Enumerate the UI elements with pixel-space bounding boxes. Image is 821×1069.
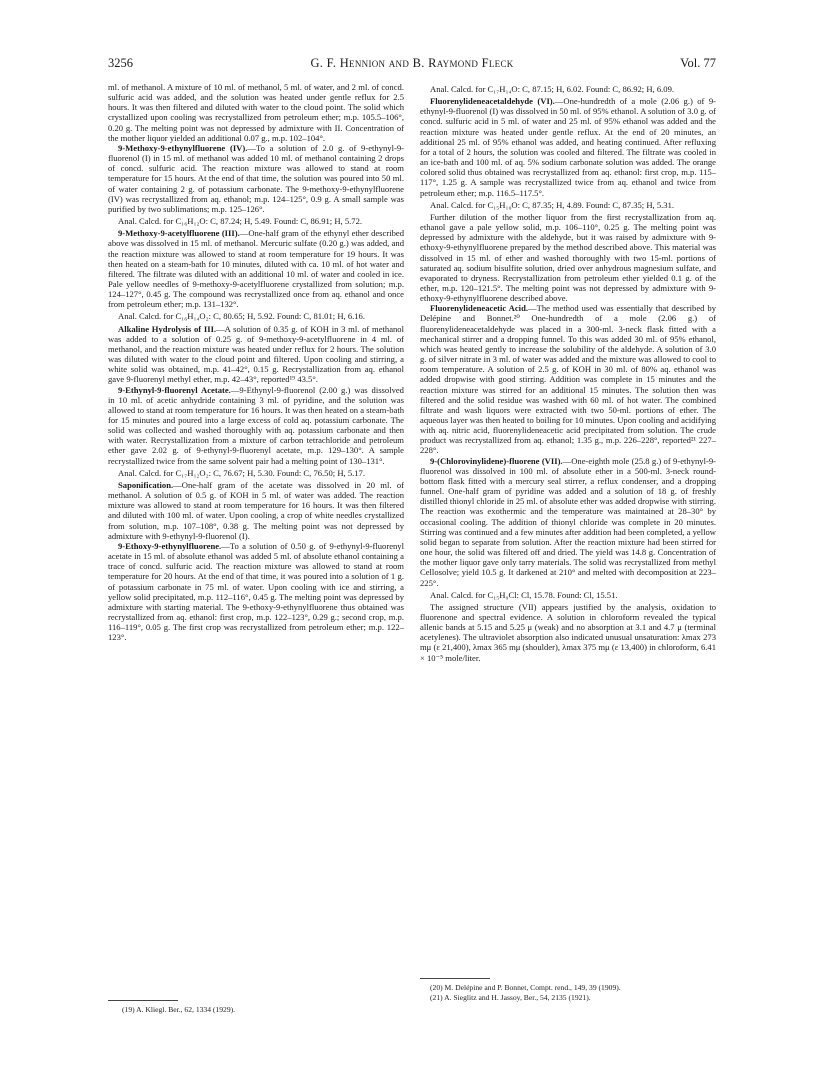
footnote: (20) M. Delépine and P. Bonnet, Compt. rend., 149, 39 (1909). (430, 983, 621, 992)
page-number: 3256 (108, 56, 133, 70)
footnote-rule-left (108, 1000, 178, 1001)
paragraph-text: —A solution of 0.35 g. of KOH in 3 ml. of methanol was added to a solution of 0.25 g. of 9-methoxy-9-acetylfluorene in 4 ml. of methanol, and the reaction mixture was heated under reflux for 2 hours. The solution was diluted with water to the cloud point and filtered. Upon cooling and stirring, a white solid was obtained, m.p. 41–42°, 0.15 g. Recrystallization from aq. ethanol gave 9-fluorenyl methyl ether, m.p. 42–43°, reported¹⁹ 43.5°. (108, 323, 404, 385)
paragraph-text: —One-hundredth of a mole (2.06 g.) of 9-ethynyl-9-fluorenol (I) was dissolved in 50 ml. of 95% ethanol. A solution of 3.0 g. of concd. sulfuric acid in 5 ml. of water and 25 ml. of 95% ethanol was added and the reaction mixture was heated under gentle reflux. At the end of 20 minutes, an additional 25 ml. of 95% ethanol was added, and heating continued. After refluxing for a total of 2 hours, the solution was cooled and filtered. The filtrate was cooled in an ice-bath and 100 ml. of aq. 5% sodium carbonate solution was added. The orange colored solid thus obtained was recrystallized from aq. ethanol: first crop, m.p. 115–117°, 1.25 g. A sample was recrystallized twice from aq. ethanol and twice from petroleum ether; m.p. 116.5–117.5°. (420, 96, 716, 198)
paragraph-text: —One-half gram of the acetate was dissolved in 20 ml. of methanol. A solution of 0.5 g. of KOH in 5 ml. of water was added. The reaction mixture was allowed to stand at room temperature for 16 hours. It was then filtered and diluted with 100 ml. of water. Upon cooling, a crop of white needles crystallized from solution, m.p. 107–108°, 0.38 g. The melting point was not depressed by admixture with 9-ethynyl-9-fluorenol (I). (108, 479, 404, 541)
paragraph-text: —One-half gram of the ethynyl ether described above was dissolved in 15 ml. of methanol. Mercuric sulfate (0.20 g.) was added, and the reaction mixture was allowed to stand at room temperature for 19 hours. It was then heated on a steam-bath for 10 minutes, diluted with ca. 10 ml. of hot water and filtered. The filtrate was diluted with an additional 10 ml. of water and cooled in ice. Pale yellow needles of 9-methoxy-9-acetylfluorene crystallized from solution; m.p. 124–127°, 0.45 g. The compound was recrystallized once from aq. ethanol and once from petroleum ether; m.p. 131–132°. (108, 228, 404, 310)
paragraph (420, 212, 716, 303)
footnotes-right (430, 983, 718, 1002)
left-column (108, 82, 404, 642)
section-heading: 9-Ethynyl-9-fluorenyl Acetate. (118, 384, 231, 395)
analysis-line (420, 200, 716, 210)
section-heading: Alkaline Hydrolysis of III. (118, 323, 217, 334)
paragraph (420, 96, 716, 198)
paragraph (420, 303, 716, 455)
paragraph-text: —9-Ethynyl-9-fluorenol (2.00 g.) was dissolved in 10 ml. of acetic anhydride containing 3 ml. of pyridine, and the solution was allowed to stand at room temperature for 16 hours. It was then heated on a steam-bath for 15 minutes and poured into a large excess of cold aq. potassium carbonate. The solid was collected and washed thoroughly with aq. potassium carbonate and then with water. Recrystallization from a mixture of carbon tetrachloride and petroleum ether gave 2.02 g. of 9-ethynyl-9-fluorenyl acetate, m.p. 129–130°. A sample recrystallized twice from the same solvent pair had a melting point of 130–131°. (108, 384, 404, 466)
paragraph (420, 602, 716, 663)
paragraph-text: Anal. Calcd. for C₁₇H₁₂O₂: C, 76.67; H, 5.30. Found: C, 76.50; H, 5.17. (118, 467, 366, 478)
right-column (420, 82, 716, 663)
analysis-line (108, 311, 404, 321)
section-heading: 9-Methoxy-9-ethynylfluorene (IV). (118, 142, 248, 153)
paragraph-text: Anal. Calcd. for C₁₅H₁₀O: C, 87.35; H, 4.89. Found: C, 87.35; H, 5.31. (430, 199, 675, 210)
footnote: (19) A. Kliegl. Ber., 62, 1334 (1929). (122, 1005, 236, 1014)
section-heading: 9-Methoxy-9-acetylfluorene (III). (118, 228, 240, 239)
paragraph-text: —To a solution of 2.0 g. of 9-ethynyl-9-fluorenol (I) in 15 ml. of methanol was added 10 ml. of methanol containing 2 drops of concd. sulfuric acid. The reaction mixture was allowed to stand at room temperature for 15 hours. At the end of that time, the solution was poured into 50 ml. of water containing 2 g. of potassium carbonate. The 9-methoxy-9-ethynylfluorene (IV) was recrystallized from aq. ethanol; m.p. 124–125°, 0.9 g. A small sample was purified by two sublimations; m.p. 125–126°. (108, 142, 404, 214)
paragraph (108, 385, 404, 466)
paragraph-continued (108, 82, 404, 143)
footnote-rule-right (420, 978, 490, 979)
paragraph (108, 541, 404, 643)
section-heading: 9-(Chlorovinylidene)-fluorene (VII). (430, 455, 563, 466)
paragraph (108, 143, 404, 214)
paragraph-text: Anal. Calcd. for C₁₆H₁₂O: C, 87.24; H, 5.49. Found: C, 86.91; H, 5.72. (118, 216, 363, 227)
analysis-line (420, 590, 716, 600)
running-head (108, 56, 716, 72)
volume-label: Vol. 77 (680, 56, 716, 70)
paragraph (108, 480, 404, 541)
paragraph-text: —One-eighth mole (25.8 g.) of 9-ethynyl-9-fluorenol was dissolved in 100 ml. of absolute ether in a 500-ml. 3-neck round-bottom flask fitted with a mercury seal stirrer, a reflux condenser, and a dropping funnel. One-half gram of pyridine was added and a solution of 18 g. of freshly distilled thionyl chloride in 25 ml. of absolute ether was added dropwise with stirring. The reaction was exothermic and the temperature was maintained at 28–30° by occasional cooling. The addition of thionyl chloride was complete in 20 minutes. Stirring was continued and a few minutes after addition had been completed, a yellow solid began to separate from solution. After the reaction mixture had been stirred for one hour, the solid was filtered off and dried. The yield was 14.8 g. Concentration of the mother liquor gave only tarry materials. The solid was recrystallized from methyl Cellosolve; yield 10.5 g. It darkened at 210° and melted with decomposition at 223–225°. (420, 455, 716, 588)
paragraph-text: Anal. Calcd. for C₁₇H₁₄O: C, 87.15; H, 6.02. Found: C, 86.92; H, 6.09. (430, 84, 675, 94)
analysis-line (108, 468, 404, 478)
paragraph (420, 456, 716, 588)
running-head-authors: G. F. Hennion and B. Raymond Fleck (310, 56, 514, 70)
section-heading: Saponification. (118, 479, 174, 490)
paragraph-text: The assigned structure (VII) appears justified by the analysis, oxidation to fluorenone and spectral evidence. A solution in chloroform revealed the typical allenic bands at 5.15 and 5.25 μ (weak) and no absorption at 3.1 and 4.7 μ (terminal acetylenes). The ultraviolet absorption also indicated unusual unsaturation: λmax 273 mμ (ε 21,400), λmax 365 mμ (shoulder), λmax 375 mμ (ε 13,400) in chloroform, 6.41 × 10⁻⁵ mole/liter. (420, 601, 716, 663)
paragraph (108, 228, 404, 309)
paragraph-text: Anal. Calcd. for C₁₆H₁₄O₂: C, 80.65; H, 5.92. Found: C, 81.01; H, 6.16. (118, 311, 366, 322)
section-heading: 9-Ethoxy-9-ethynylfluorene. (118, 540, 222, 551)
paragraph-text: ml. of methanol. A mixture of 10 ml. of methanol, 5 ml. of water, and 2 ml. of concd. sulfuric acid was added, and the solution was heated under gentle reflux for 2.5 hours. It was then filtered and diluted with water to the cloud point. The solid which crystallized upon cooling was recrystallized from petroleum ether; m.p. 105.5–106°, 0.20 g. The melting point was not depressed by admixture with II. Concentration of the mother liquor yielded an additional 0.07 g., m.p. 102–104°. (108, 82, 404, 143)
paragraph-text: —To a solution of 0.50 g. of 9-ethynyl-9-fluorenyl acetate in 15 ml. of absolute ethanol was added 5 ml. of absolute ethanol containing a trace of concd. sulfuric acid. The reaction mixture was allowed to stand at room temperature for 20 hours. At the end of that time, it was poured into a solution of 1 g. of potassium carbonate in 75 ml. of water. Upon cooling with ice and stirring, a yellow solid precipitated, m.p. 112–116°, 0.45 g. The melting point was depressed by admixture with starting material. The 9-ethoxy-9-ethynylfluorene thus obtained was recrystallized from aq. ethanol: first crop, m.p. 122–123°, 0.29 g.; second crop, m.p. 116–119°, 0.05 g. The first crop was recrystallized from petroleum ether; m.p. 122–123°. (108, 540, 404, 643)
paragraph-text: —The method used was essentially that described by Delépine and Bonnet.²⁰ One-hundredth of a mole (2.06 g.) of fluorenylideneacetaldehyde was placed in a 300-ml. 3-neck flask fitted with a mechanical stirrer and a dropping funnel. To this was added 30 ml. of 95% ethanol, which was heated gently to increase the solubility of the aldehyde. A solution of 3.0 g. of silver nitrate in 3 ml. of water was added and the mixture was allowed to cool to room temperature. A solution of 2.5 g. of KOH in 30 ml. of 80% aq. ethanol was added dropwise with good stirring. Addition was complete in 15 minutes and the reaction mixture was stirred for an additional 15 minutes. The solution then was filtered and the solid residue was washed with 60 ml. of hot water. The combined filtrate and wash liquors were extracted with two 50-ml. portions of ether. The aqueous layer was then heated to boiling for 10 minutes. Upon cooling and acidifying with aq. nitric acid, fluorenylideneacetic acid precipitated from solution. The crude product was recrystallized from aq. ethanol; 1.35 g., m.p. 226–228°, reported²¹ 227–228°. (420, 303, 716, 456)
paragraph-text: Anal. Calcd. for C₁₅H₉Cl: Cl, 15.78. Found: Cl, 15.51. (430, 589, 618, 600)
paragraph (108, 324, 404, 385)
footnotes-left (122, 1005, 402, 1015)
paragraph-text: Further dilution of the mother liquor from the first recrystallization from aq. ethanol gave a pale yellow solid, m.p. 106–110°, 0.25 g. The melting point was depressed by admixture with the aldehyde, but it was raised by admixture with 9-ethoxy-9-ethynylfluorene prepared by the method described above. This material was dissolved in 15 ml. of ether and washed thoroughly with two 15-ml. portions of saturated aq. sodium bisulfite solution, dried over anhydrous magnesium sulfate, and evaporated to dryness. Recrystallization from petroleum ether yielded 0.1 g. of the ether, m.p. 120–121.5°. The melting point was not depressed by admixture with 9-ethoxy-9-ethynylfluorene described above. (420, 211, 716, 304)
section-heading: Fluorenylideneacetic Acid. (430, 303, 528, 314)
footnote: (21) A. Sieglitz and H. Jassoy, Ber., 54, 2135 (1921). (430, 992, 591, 1002)
analysis-line (420, 84, 716, 94)
section-heading: Fluorenylideneacetaldehyde (VI). (430, 96, 555, 107)
analysis-line (108, 216, 404, 226)
